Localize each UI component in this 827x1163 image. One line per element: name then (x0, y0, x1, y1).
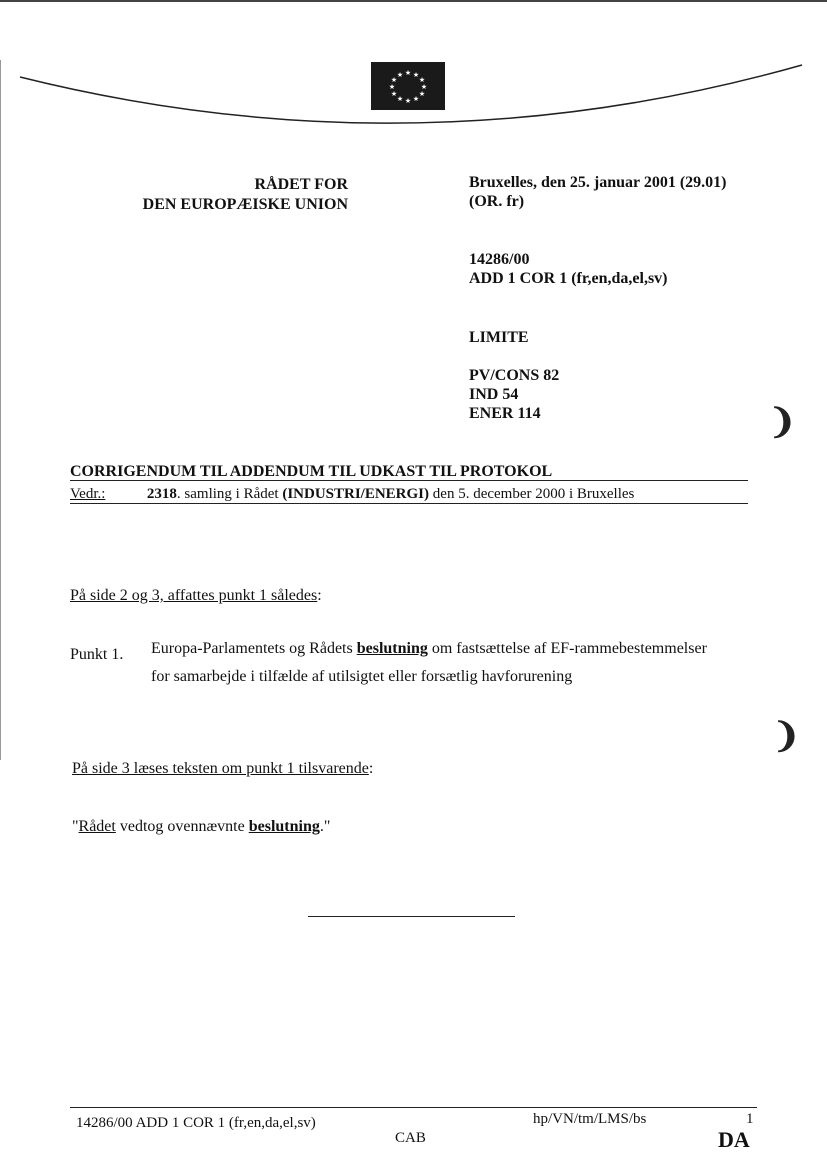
classification: LIMITE (469, 329, 529, 346)
paragraph1-colon: : (317, 587, 322, 604)
footer-rule (70, 1107, 757, 1108)
council-name (100, 175, 348, 215)
document-addendum: ADD 1 COR 1 (fr,en,da,el,sv) (469, 270, 668, 287)
code-ener: ENER 114 (469, 405, 541, 422)
footer-reference: 14286/00 ADD 1 COR 1 (fr,en,da,el,sv) (76, 1115, 316, 1131)
quote-open: " (72, 818, 79, 835)
punkt-decision-word: beslutning (356, 640, 428, 657)
svg-text:★: ★ (396, 95, 404, 103)
top-border (0, 0, 827, 2)
council-configuration: (INDUSTRI/ENERGI) (282, 486, 430, 502)
svg-text:★: ★ (418, 90, 426, 98)
session-text: . samling i Rådet (176, 486, 283, 502)
date-block (469, 173, 726, 211)
punkt-text-c: om fastsættelse af EF-rammebestemmelser (427, 640, 707, 657)
punkt-label: Punkt 1. (70, 646, 124, 663)
subject-line (70, 486, 634, 503)
footer-page-number: 1 (746, 1111, 754, 1127)
svg-text:★: ★ (412, 71, 420, 79)
svg-text:★: ★ (404, 69, 412, 77)
punkt-text-line2: for samarbejde i tilfælde af utilsigtet eller forsætlig havforurening (151, 668, 573, 685)
paragraph2-heading (72, 760, 373, 778)
footer-language: DA (718, 1127, 750, 1152)
session-number: 2318 (146, 486, 177, 502)
svg-text:★: ★ (390, 76, 398, 84)
eu-flag-icon (371, 62, 445, 110)
paragraph1-heading (70, 587, 322, 605)
council-name-line2: DEN EUROPÆISKE UNION (142, 196, 348, 213)
footer-initials: hp/VN/tm/LMS/bs (533, 1111, 647, 1127)
svg-text:★: ★ (404, 97, 412, 105)
svg-text:★: ★ (390, 90, 398, 98)
code-pvcons: PV/CONS 82 (469, 367, 560, 384)
paragraph2-colon: : (368, 760, 374, 777)
code-ind: IND 54 (469, 386, 519, 403)
document-reference (469, 250, 668, 288)
date-line: Bruxelles, den 25. januar 2001 (29.01) (469, 174, 727, 191)
original-language: (OR. fr) (469, 193, 525, 210)
subject-rule (70, 503, 748, 504)
paragraph2-heading-text: På side 3 læses teksten om punkt 1 tilsvarende (72, 760, 369, 777)
end-separator (308, 916, 515, 917)
council-name-line1: RÅDET FOR (254, 176, 348, 193)
scan-margin-line (0, 60, 1, 760)
binder-mark-icon: ❩ (772, 718, 801, 755)
document-codes (469, 366, 559, 423)
subject-label: Vedr.: (70, 486, 106, 502)
footer-department: CAB (395, 1130, 426, 1146)
quote-close: ." (319, 818, 331, 835)
quote-council: Rådet (78, 818, 116, 835)
svg-text:★: ★ (420, 83, 428, 91)
svg-text:★: ★ (418, 76, 426, 84)
quoted-text (72, 818, 330, 836)
svg-text:★: ★ (388, 83, 396, 91)
document-title: CORRIGENDUM TIL ADDENDUM TIL UDKAST TIL PROTOKOL (70, 463, 553, 480)
document-number: 14286/00 (469, 251, 530, 268)
session-date: den 5. december 2000 i Bruxelles (429, 486, 635, 502)
punkt-text-a: Europa-Parlamentets og Rådets (151, 640, 357, 657)
quote-middle: vedtog ovennævnte (115, 818, 249, 835)
svg-text:★: ★ (412, 95, 420, 103)
punkt-text-line1 (151, 640, 751, 658)
quote-decision-word: beslutning (248, 818, 320, 835)
paragraph1-heading-text: På side 2 og 3, affattes punkt 1 således (70, 587, 318, 604)
title-rule (70, 480, 748, 481)
svg-text:★: ★ (396, 71, 404, 79)
binder-mark-icon: ❩ (768, 404, 797, 441)
